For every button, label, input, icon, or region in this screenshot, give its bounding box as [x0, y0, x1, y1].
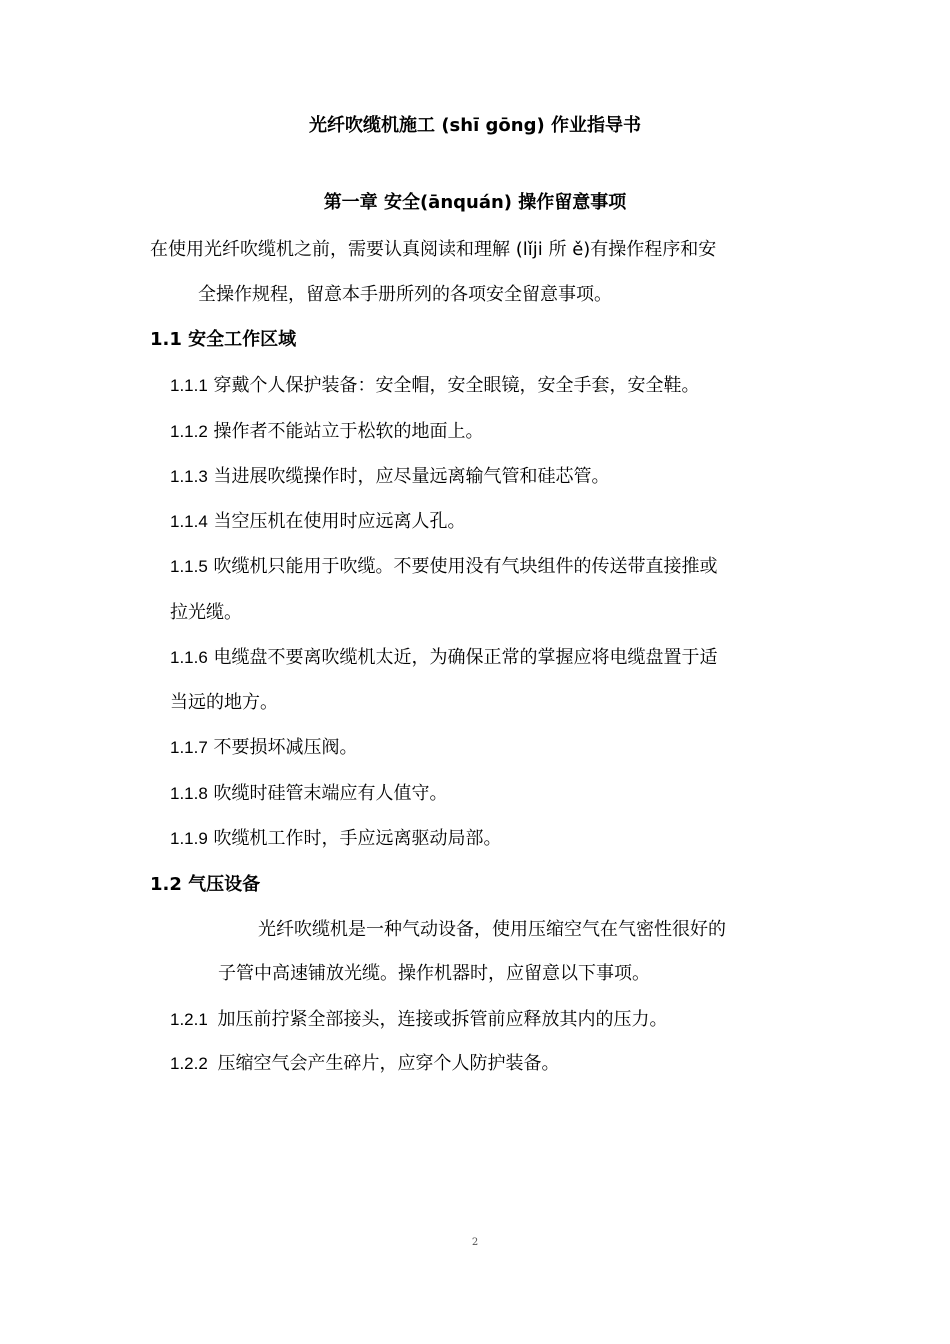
list-item-continuation: 拉光缆。 [170, 602, 242, 623]
list-item [170, 510, 466, 534]
item-number: 1.1.4 [170, 512, 208, 531]
chapter-heading: 第一章 安全(ānquán) 操作留意事项 [323, 192, 627, 213]
item-number: 1.2.1 [170, 1010, 208, 1029]
item-text: 电缆盘不要离吹缆机太近，为确保正常的掌握应将电缆盘置于适 [213, 647, 718, 668]
list-item [170, 465, 610, 489]
item-text: 穿戴个人保护装备：安全帽，安全眼镜，安全手套，安全鞋。 [213, 375, 700, 396]
item-text: 吹缆机工作时，手应远离驱动局部。 [213, 828, 502, 849]
list-item [170, 827, 502, 851]
item-number: 1.1.7 [170, 738, 208, 757]
intro-line-1: 在使用光纤吹缆机之前，需要认真阅读和理解 (lǐji 所 ě)有操作程序和安 [150, 239, 717, 260]
item-text: 操作者不能站立于松软的地面上。 [213, 421, 484, 442]
item-number: 1.1.1 [170, 376, 208, 395]
item-text: 当空压机在使用时应远离人孔。 [213, 511, 466, 532]
item-text: 不要损坏减压阀。 [213, 737, 358, 758]
document-title: 光纤吹缆机施工 (shī gōng) 作业指导书 [309, 115, 641, 136]
item-number: 1.1.8 [170, 784, 208, 803]
item-number: 1.1.2 [170, 422, 208, 441]
item-number: 1.1.5 [170, 557, 208, 576]
list-item [170, 420, 484, 444]
item-number: 1.1.6 [170, 648, 208, 667]
section-intro-line-1: 光纤吹缆机是一种气动设备，使用压缩空气在气密性很好的 [258, 919, 726, 940]
page-number: 2 [471, 1237, 479, 1248]
list-item [170, 1008, 668, 1032]
section-heading-1-2: 1.2 气压设备 [150, 874, 261, 895]
item-text: 加压前拧紧全部接头，连接或拆管前应释放其内的压力。 [217, 1009, 668, 1030]
list-item [170, 736, 358, 760]
list-item-continuation: 当远的地方。 [170, 692, 278, 713]
item-text: 压缩空气会产生碎片，应穿个人防护装备。 [217, 1053, 560, 1074]
section-intro-line-2: 子管中高速铺放光缆。操作机器时，应留意以下事项。 [218, 963, 650, 984]
list-item [170, 555, 718, 579]
item-number: 1.1.9 [170, 829, 208, 848]
list-item [170, 782, 448, 806]
list-item [170, 1052, 560, 1076]
list-item [170, 646, 718, 670]
item-number: 1.1.3 [170, 467, 208, 486]
item-text: 吹缆时硅管末端应有人值守。 [213, 783, 448, 804]
item-text: 吹缆机只能用于吹缆。不要使用没有气块组件的传送带直接推或 [213, 556, 718, 577]
section-heading-1-1: 1.1 安全工作区域 [150, 329, 297, 350]
item-number: 1.2.2 [170, 1054, 208, 1073]
intro-line-2: 全操作规程，留意本手册所列的各项安全留意事项。 [198, 284, 612, 305]
item-text: 当进展吹缆操作时，应尽量远离输气管和硅芯管。 [213, 466, 610, 487]
list-item [170, 374, 700, 398]
